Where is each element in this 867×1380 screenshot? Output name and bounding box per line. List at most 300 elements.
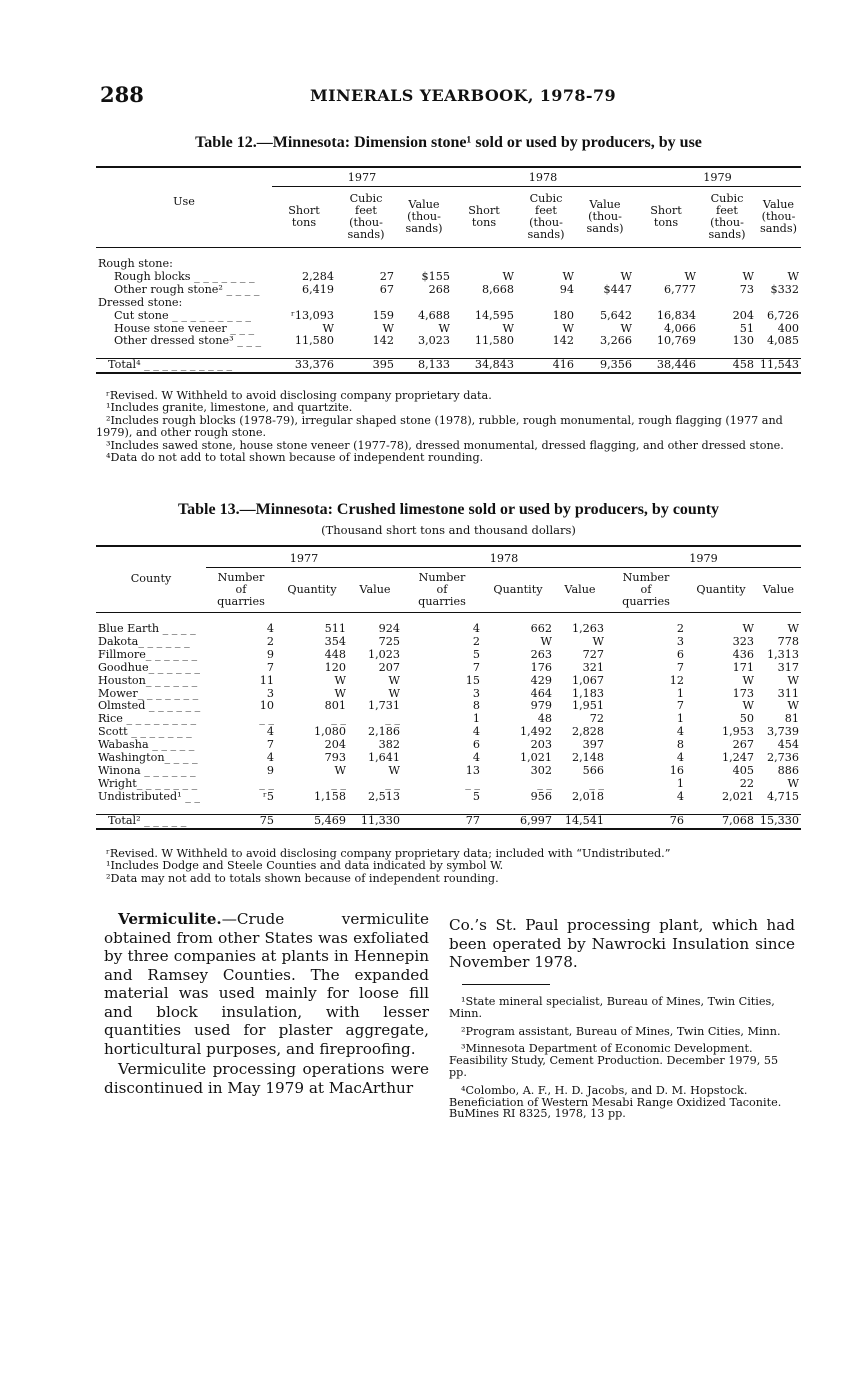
- cell-value: 6,997: [482, 814, 554, 828]
- cell-value: 4,715: [766, 789, 799, 803]
- t13-county-row: [96, 752, 801, 765]
- cell-value: 323: [732, 634, 754, 648]
- cell-value: ʳ13,093: [290, 308, 334, 322]
- cell-value: 263: [530, 647, 552, 661]
- cell-value: 1,313: [766, 647, 799, 661]
- t12-header-word: Cubic: [710, 192, 744, 205]
- cell-value: 2,736: [766, 751, 799, 765]
- t12-col-value-header: [756, 187, 801, 248]
- cell-value: 1,953: [721, 725, 754, 739]
- cell-value: 436: [732, 647, 754, 661]
- t12-header-word: (thou-: [407, 210, 441, 223]
- cell-value: W: [684, 269, 696, 283]
- cell-value: 1: [676, 776, 684, 790]
- row-label: Blue Earth _ _ _ _: [98, 622, 196, 635]
- t13-col-quarries-header: [606, 568, 686, 613]
- t13-county-row: [96, 726, 801, 739]
- cell-value: 6: [676, 647, 684, 661]
- table12-title: Table 12.—Minnesota: Dimension stone¹ sold or used by producers, by use: [195, 134, 702, 151]
- cell-value: 2,148: [571, 751, 604, 765]
- t12-col-cubic-feet-header: [336, 187, 396, 248]
- cell-value: 5,469: [276, 814, 348, 828]
- cell-value: W: [334, 763, 346, 777]
- cell-value: 34,843: [452, 359, 516, 373]
- t13-county-row: [96, 700, 801, 713]
- cell-value: 15: [465, 673, 480, 687]
- cell-value: 1,247: [721, 751, 754, 765]
- cell-value: 4: [472, 725, 480, 739]
- t13-county-row: [96, 713, 801, 726]
- cell-value: $332: [770, 282, 799, 296]
- row-label: Undistributed¹ _ _: [98, 789, 200, 803]
- cell-value: 311: [777, 686, 799, 700]
- t13-header-word: Number: [418, 571, 466, 584]
- cell-value: 4,066: [663, 321, 696, 335]
- cell-value: 4,085: [766, 334, 799, 348]
- t13-header-word: quarries: [622, 595, 670, 608]
- row-label: Scott _ _ _ _ _ _ _: [98, 725, 192, 739]
- cell-value: _ _: [331, 776, 346, 790]
- t13-county-row: [96, 765, 801, 778]
- t12-total-row: [96, 359, 801, 373]
- cell-value: 8,668: [481, 282, 514, 296]
- cell-value: 7,068: [686, 814, 756, 828]
- cell-value: 979: [530, 699, 552, 713]
- cell-value: 3,023: [417, 334, 450, 348]
- t12-year-1979: 1979: [634, 167, 801, 187]
- cell-value: W: [382, 321, 394, 335]
- cell-value: 204: [324, 738, 346, 752]
- cell-value: 1,263: [571, 622, 604, 635]
- t12-header-word: Value: [589, 198, 621, 211]
- cell-value: 142: [372, 334, 394, 348]
- cell-value: W: [620, 269, 632, 283]
- t13-county-row: [96, 791, 801, 804]
- row-label: Rice _ _ _ _ _ _ _ _: [98, 712, 197, 726]
- cell-value: 778: [777, 634, 799, 648]
- cell-value: 4: [676, 751, 684, 765]
- row-label: Goodhue_ _ _ _ _ _: [98, 660, 200, 674]
- cell-value: 50: [739, 712, 754, 726]
- cell-value: 14,595: [474, 308, 514, 322]
- running-title: MINERALS YEARBOOK, 1978-79: [310, 86, 617, 105]
- cell-value: 14,541: [554, 814, 606, 828]
- cell-value: 4: [266, 622, 274, 635]
- row-label: Cut stone _ _ _ _ _ _ _ _ _: [114, 308, 251, 322]
- cell-value: 302: [530, 763, 552, 777]
- cell-value: 1,067: [571, 673, 604, 687]
- t12-header-word: Short: [468, 204, 500, 217]
- t13-county-row: [96, 739, 801, 752]
- cell-value: 72: [589, 712, 604, 726]
- running-head: [100, 82, 800, 112]
- t12-note: ⁴Data do not add to total shown because of independent rounding.: [106, 451, 484, 465]
- cell-value: 6: [472, 738, 480, 752]
- t13-year-1979: 1979: [606, 546, 801, 568]
- cell-value: 73: [739, 282, 754, 296]
- cell-value: 267: [732, 738, 754, 752]
- t13-note: ²Data may not add to totals shown because of independent rounding.: [106, 871, 499, 885]
- cell-value: 22: [739, 776, 754, 790]
- t12-header-word: (thou-: [761, 210, 796, 223]
- cell-value: 207: [378, 660, 400, 674]
- cell-value: 4: [676, 725, 684, 739]
- row-label: Washington_ _ _ _: [98, 751, 198, 765]
- row-label: Other rough stone² _ _ _ _: [114, 282, 260, 296]
- t13-col-quantity-header: Quantity: [287, 583, 337, 596]
- cell-value: 2,284: [301, 269, 334, 283]
- footnote-divider: [462, 984, 550, 985]
- cell-value: 454: [777, 738, 799, 752]
- cell-value: 1: [472, 712, 480, 726]
- cell-value: 354: [324, 634, 346, 648]
- cell-value: 204: [732, 308, 754, 322]
- table13-title: Table 13.—Minnesota: Crushed limestone sold or used by producers, by county: [177, 501, 720, 518]
- cell-value: 10,769: [656, 334, 696, 348]
- cell-value: $155: [421, 269, 450, 283]
- t13-header-word: of: [640, 583, 652, 596]
- cell-value: 2,021: [721, 789, 754, 803]
- cell-value: 11,580: [294, 334, 334, 348]
- cell-value: _ _: [385, 712, 400, 726]
- cell-value: 94: [559, 282, 574, 296]
- t13-header-word: of: [436, 583, 448, 596]
- t13-note: ʳRevised. W Withheld to avoid disclosing company proprietary data; included with “Undistributed.”: [106, 847, 671, 860]
- cell-value: 9: [266, 763, 274, 777]
- cell-value: 3: [472, 686, 480, 700]
- t12-header-word: sands): [527, 228, 565, 241]
- cell-value: _ _: [385, 776, 400, 790]
- cell-value: 4: [472, 622, 480, 635]
- cell-value: 51: [739, 321, 754, 335]
- t13-col-value-header: Value: [762, 583, 795, 596]
- t12-year-1978: 1978: [452, 167, 634, 187]
- cell-value: 130: [732, 334, 754, 348]
- cell-value: W: [388, 686, 400, 700]
- t12-year-1977: 1977: [272, 167, 452, 187]
- t12-header-word: Cubic: [529, 192, 563, 205]
- cell-value: 405: [732, 763, 754, 777]
- cell-value: 2: [676, 622, 684, 635]
- cell-value: 1,731: [367, 699, 400, 713]
- t13-year-1978: 1978: [402, 546, 606, 568]
- cell-value: _ _: [589, 776, 604, 790]
- cell-value: W: [787, 269, 799, 283]
- table12-notes: [96, 390, 801, 464]
- cell-value: W: [322, 321, 334, 335]
- cell-value: 77: [402, 814, 482, 828]
- row-label: House stone veneer _ _ _: [114, 321, 255, 335]
- cell-value: 8: [676, 738, 684, 752]
- cell-value: 7: [266, 738, 274, 752]
- cell-value: _ _: [331, 712, 346, 726]
- cell-value: 67: [379, 282, 394, 296]
- cell-value: 2,018: [571, 789, 604, 803]
- table12: [96, 166, 801, 374]
- row-label: Mower_ _ _ _ _ _ _: [98, 686, 199, 700]
- cell-value: 566: [582, 763, 604, 777]
- t12-col-cubic-feet-header: [516, 187, 576, 248]
- t13-year-1977: 1977: [206, 546, 402, 568]
- cell-value: 1,951: [571, 699, 604, 713]
- t13-county-row: [96, 675, 801, 688]
- cell-value: 458: [698, 359, 756, 373]
- cell-value: 11: [259, 673, 274, 687]
- cell-value: 1,158: [313, 789, 346, 803]
- t12-header-word: tons: [291, 216, 317, 229]
- cell-value: 11,580: [474, 334, 514, 348]
- t13-county-row: [96, 623, 801, 636]
- cell-value: 10: [259, 699, 274, 713]
- t12-header-word: feet: [535, 204, 557, 217]
- cell-value: 1,080: [313, 725, 346, 739]
- cell-value: 4: [266, 725, 274, 739]
- cell-value: W: [620, 321, 632, 335]
- t12-col-cubic-feet-header: [698, 187, 756, 248]
- cell-value: 15,330: [756, 814, 801, 828]
- cell-value: 2,186: [367, 725, 400, 739]
- cell-value: 11,543: [756, 359, 801, 373]
- cell-value: 382: [378, 738, 400, 752]
- t12-row-other-dressed: [96, 335, 801, 348]
- t12-header-word: sands): [708, 228, 746, 241]
- t12-header-word: (thou-: [529, 216, 563, 229]
- row-label: Rough blocks _ _ _ _ _ _ _: [114, 269, 255, 283]
- page-number: 288: [100, 82, 144, 107]
- cell-value: 886: [777, 763, 799, 777]
- cell-value: 203: [530, 738, 552, 752]
- left-column: [104, 910, 429, 1099]
- cell-value: 12: [669, 673, 684, 687]
- cell-value: 4,688: [417, 308, 450, 322]
- cell-value: 176: [530, 660, 552, 674]
- cell-value: _ _: [259, 712, 274, 726]
- cell-value: W: [742, 699, 754, 713]
- cell-value: 13: [465, 763, 480, 777]
- cell-value: W: [388, 673, 400, 687]
- page-footnote: ³Minnesota Department of Economic Development. Feasibility Study, Cement Production. December 1979, 55 pp.: [449, 1042, 779, 1079]
- t13-total-row: [96, 814, 801, 828]
- row-label: Winona _ _ _ _ _ _: [98, 763, 196, 777]
- cell-value: 173: [732, 686, 754, 700]
- cell-value: 7: [472, 660, 480, 674]
- cell-value: W: [540, 634, 552, 648]
- cell-value: 16: [669, 763, 684, 777]
- cell-value: 171: [732, 660, 754, 674]
- t13-header-word: quarries: [217, 595, 265, 608]
- cell-value: 464: [530, 686, 552, 700]
- cell-value: 321: [582, 660, 604, 674]
- t12-header-word: sands): [405, 222, 443, 235]
- cell-value: 159: [372, 308, 394, 322]
- cell-value: 416: [516, 359, 576, 373]
- t12-header-word: tons: [653, 216, 679, 229]
- cell-value: W: [742, 673, 754, 687]
- t13-col-quarries-header: [206, 568, 276, 613]
- cell-value: _ _: [259, 776, 274, 790]
- vermiculite-heading: Vermiculite.: [118, 910, 222, 928]
- cell-value: 1,641: [367, 751, 400, 765]
- cell-value: 395: [336, 359, 396, 373]
- cell-value: 7: [676, 660, 684, 674]
- cell-value: W: [334, 673, 346, 687]
- cell-value: ʳ5: [262, 789, 274, 803]
- cell-value: 956: [530, 789, 552, 803]
- cell-value: 448: [324, 647, 346, 661]
- table13-notes: [96, 848, 801, 885]
- cell-value: 3: [676, 634, 684, 648]
- t12-section-rough: [96, 258, 801, 271]
- cell-value: 793: [324, 751, 346, 765]
- t12-use-header: Use: [96, 167, 272, 248]
- cell-value: 1,492: [519, 725, 552, 739]
- t13-col-value-header: Value: [359, 583, 391, 596]
- t12-header-word: sands): [760, 222, 797, 235]
- t13-note: ¹Includes Dodge and Steele Counties and data indicated by symbol W.: [106, 859, 504, 873]
- cell-value: _ _: [537, 776, 552, 790]
- t12-header-word: (thou-: [588, 210, 622, 223]
- t12-header-word: Short: [288, 204, 320, 217]
- t13-col-quarries-header: [402, 568, 482, 613]
- cell-value: 3,266: [599, 334, 632, 348]
- cell-value: 725: [378, 634, 400, 648]
- t12-col-value-header: [576, 187, 634, 248]
- right-column-paragraph: Co.’s St. Paul processing plant, which had been operated by Nawrocki Insulation since November 1978.: [449, 916, 795, 971]
- cell-value: 268: [428, 282, 450, 296]
- cell-value: 5: [472, 789, 480, 803]
- cell-value: W: [787, 776, 799, 790]
- cell-value: W: [742, 269, 754, 283]
- t12-header-word: feet: [716, 204, 738, 217]
- cell-value: W: [787, 699, 799, 713]
- row-label: Total² _ _ _ _ _: [96, 814, 206, 828]
- t13-county-row: [96, 688, 801, 701]
- cell-value: W: [334, 686, 346, 700]
- cell-value: 120: [324, 660, 346, 674]
- vermiculite-paragraph-2: Vermiculite processing operations were discontinued in May 1979 at MacArthur: [104, 1060, 429, 1097]
- t13-county-row: [96, 649, 801, 662]
- t13-header-word: Number: [622, 571, 670, 584]
- page-footnotes: [449, 996, 795, 1126]
- t12-header-word: feet: [355, 204, 377, 217]
- cell-value: W: [787, 673, 799, 687]
- cell-value: 9,356: [576, 359, 634, 373]
- cell-value: W: [742, 622, 754, 635]
- cell-value: 1,021: [519, 751, 552, 765]
- t13-header-word: of: [235, 583, 247, 596]
- cell-value: 38,446: [634, 359, 698, 373]
- t12-col-short-tons-header: [634, 187, 698, 248]
- cell-value: 397: [582, 738, 604, 752]
- t12-col-value-header: [396, 187, 452, 248]
- cell-value: W: [562, 321, 574, 335]
- cell-value: 1,183: [571, 686, 604, 700]
- cell-value: 5: [472, 647, 480, 661]
- t12-header-word: Short: [650, 204, 682, 217]
- row-label: Dakota_ _ _ _ _ _: [98, 634, 190, 648]
- t12-header-word: sands): [586, 222, 624, 235]
- t12-row-rough-blocks: [96, 271, 801, 284]
- t13-county-row: [96, 778, 801, 791]
- cell-value: W: [438, 321, 450, 335]
- t12-header-word: (thou-: [349, 216, 383, 229]
- cell-value: 180: [552, 308, 574, 322]
- row-label: Wabasha _ _ _ _ _: [98, 738, 195, 752]
- vermiculite-body: —Crude vermiculite obtained from other States was exfoliated by three companies at plants in Hennepin and Ramsey Counties. The expanded material was used mainly for loose fill and block insulation, with lesser quantities used for plaster aggregate, horticultural purposes, and fireproofing.: [104, 910, 429, 1058]
- t13-col-value-header: Value: [564, 583, 596, 596]
- cell-value: 5,642: [599, 308, 632, 322]
- t12-header-word: tons: [471, 216, 497, 229]
- page-footnote: ⁴Colombo, A. F., H. D. Jacobs, and D. M. Hopstock. Beneficiation of Western Mesabi Range Oxidized Taconite. BuMines RI 8325, 1978, 13 pp.: [449, 1083, 782, 1121]
- cell-value: 142: [552, 334, 574, 348]
- table13-subtitle: (Thousand short tons and thousand dollars): [321, 523, 576, 537]
- cell-value: 11,330: [348, 814, 402, 828]
- cell-value: 27: [379, 269, 394, 283]
- cell-value: W: [787, 622, 799, 635]
- cell-value: 400: [777, 321, 799, 335]
- cell-value: 924: [378, 622, 400, 635]
- cell-value: 2,513: [367, 789, 400, 803]
- t13-col-quantity-header: Quantity: [493, 583, 543, 596]
- t13-county-row: [96, 636, 801, 649]
- cell-value: 3,739: [766, 725, 799, 739]
- cell-value: 6,777: [663, 282, 696, 296]
- t12-row-other-rough: [96, 284, 801, 297]
- page-footnote: ¹State mineral specialist, Bureau of Mines, Twin Cities, Minn.: [449, 995, 775, 1020]
- cell-value: 8: [472, 699, 480, 713]
- t12-section-dressed-label: Dressed stone:: [98, 295, 183, 309]
- cell-value: 81: [784, 712, 799, 726]
- t12-note: ³Includes sawed stone, house stone veneer (1977-78), dressed monumental, dressed flagging, and other dressed stone.: [106, 438, 784, 452]
- cell-value: 1,023: [367, 647, 400, 661]
- cell-value: 7: [676, 699, 684, 713]
- cell-value: 6,419: [301, 282, 334, 296]
- cell-value: 7: [266, 660, 274, 674]
- cell-value: _ _: [465, 776, 480, 790]
- t13-col-quantity-header: Quantity: [696, 583, 746, 596]
- t13-county-header: County: [96, 546, 206, 613]
- cell-value: 3: [266, 686, 274, 700]
- cell-value: 48: [537, 712, 552, 726]
- cell-value: 4: [266, 751, 274, 765]
- t12-header-word: Value: [762, 198, 795, 211]
- vermiculite-paragraph: [104, 910, 429, 1058]
- t12-row-cut-stone: [96, 310, 801, 323]
- page-footnote: ²Program assistant, Bureau of Mines, Twin Cities, Minn.: [461, 1024, 781, 1038]
- row-label: Houston_ _ _ _ _ _: [98, 673, 198, 687]
- cell-value: W: [562, 269, 574, 283]
- cell-value: 9: [266, 647, 274, 661]
- t12-section-rough-label: Rough stone:: [98, 257, 173, 270]
- cell-value: W: [502, 269, 514, 283]
- table13: [96, 545, 801, 830]
- cell-value: W: [592, 634, 604, 648]
- t12-section-dressed: [96, 297, 801, 310]
- right-column: [449, 916, 795, 972]
- t12-header-word: Cubic: [349, 192, 383, 205]
- cell-value: 6,726: [766, 308, 799, 322]
- cell-value: 4: [676, 789, 684, 803]
- row-label: Total⁴ _ _ _ _ _ _ _ _ _ _: [96, 359, 272, 373]
- row-label: Olmsted _ _ _ _ _ _: [98, 699, 201, 713]
- t12-col-short-tons-header: [272, 187, 336, 248]
- cell-value: W: [388, 763, 400, 777]
- cell-value: 511: [324, 622, 346, 635]
- cell-value: 801: [324, 699, 346, 713]
- cell-value: 8,133: [396, 359, 452, 373]
- t12-note: ²Includes rough blocks (1978-79), irregular shaped stone (1978), rubble, rough monumental, rough flagging (1977 and 1979), and other rough stone.: [96, 413, 783, 440]
- cell-value: 4: [472, 751, 480, 765]
